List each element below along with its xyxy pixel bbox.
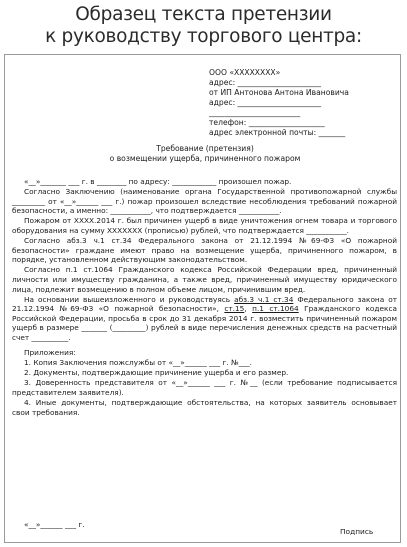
addressee-company: ООО «ХХХХХХХХ»	[209, 68, 281, 77]
law-link-art1064[interactable]: п.1 ст.1064	[252, 304, 299, 314]
paragraph-civil-code: Согласно п.1 ст.1064 Гражданского кодекса Российской Федерации вред, причиненный личности или имуществу гражданина, а также вред, причиненный имуществу юридического лица, подлежит возмещению в полном объеме лицом, причинившим вред.	[12, 265, 397, 294]
attachment-item-2: 2. Документы, подтверждающие причинение ущерба и его размер.	[24, 368, 289, 378]
attachments-title: Приложения:	[24, 348, 76, 358]
sender-phone: телефон: ____________________	[209, 118, 325, 127]
law-link-art34[interactable]: абз.3 ч.1 ст.34	[234, 294, 294, 304]
sender-address: адрес: ______________________	[209, 98, 322, 107]
law-link-art15[interactable]: ст.15	[224, 304, 245, 314]
sender-name: от ИП Антонова Антона Ивановича	[209, 88, 349, 97]
claim-title-block	[30, 144, 380, 164]
attachment-item-4: 4. Иные документы, подтверждающие обстоятельства, на которых заявитель основывает свои требования.	[12, 398, 397, 417]
paragraph-damage: Пожаром от XXXX.2014 г. был причинен ущерб в виде уничтожения огнем товара и торгового оборудования на сумму XXXXXXX (прописью) рублей, что подтверждается ___________.	[12, 216, 397, 235]
sender-email: адрес электронной почты: _______	[209, 128, 346, 137]
signature-label: Подпись	[340, 527, 374, 536]
heading-line-1: Образец текста претензии	[75, 4, 332, 25]
claim-body	[12, 177, 397, 418]
demand-text-b: Федерального закона от 21.12.1994 №69-ФЗ «О пожарной безопасности»,	[12, 294, 397, 314]
claim-subtitle: о возмещении ущерба, причиненного пожаром	[109, 154, 301, 163]
demand-text-a: На основании вышеизложенного и руководствуясь	[24, 294, 235, 304]
attachments-list	[12, 348, 397, 417]
paragraph-fire-law: Согласно абз.3 ч.1 ст.34 Федерального закона от 21.12.1994 №69-ФЗ «О пожарной безопасности» граждане имеют право на возмещение ущерба, причиненного пожаром, в порядке, установленном действующим законодательством.	[12, 236, 397, 265]
attachment-item-3: 3. Доверенность представителя от «__»______ ___ г. №__ (если требование подписывается представителем заявителя).	[12, 378, 397, 397]
demand-text-d: Гражданского кодекса Российской Федерации, просьба в срок до 31 декабря 2014 г. возместить причиненный пожаром ущерб в размере _______ (_________) рублей в виде перечисления денежных средств на расчетный счет __________.	[12, 304, 397, 342]
paragraph-incident: «__»_______ ___ г. в ________ по адресу: ____________ произошел пожар.	[24, 177, 292, 186]
sender-address-line: ________________________	[209, 108, 301, 117]
claim-title: Требование (претензия)	[156, 144, 254, 153]
paragraph-conclusion: Согласно Заключению (наименование органа Государственной противопожарной службы _________ от «__»______ ___ г.) пожар произошел вследствие несоблюдения требований пожарной безопасности, а именно: ___________, что подтверждается ___________.	[12, 187, 397, 216]
addressee-block	[209, 68, 404, 138]
addressee-address: адрес: ______________________	[209, 78, 322, 87]
attachment-item-1: 1. Копия Заключения пожслужбы от «__»______ ___ г. №___.	[24, 358, 253, 368]
page-heading	[0, 4, 407, 48]
demand-text-c: ,	[244, 304, 253, 314]
paragraph-demand	[12, 295, 397, 343]
footer-date: «__»______ ___ г.	[24, 520, 85, 529]
heading-line-2: к руководству торгового центра:	[45, 26, 362, 47]
